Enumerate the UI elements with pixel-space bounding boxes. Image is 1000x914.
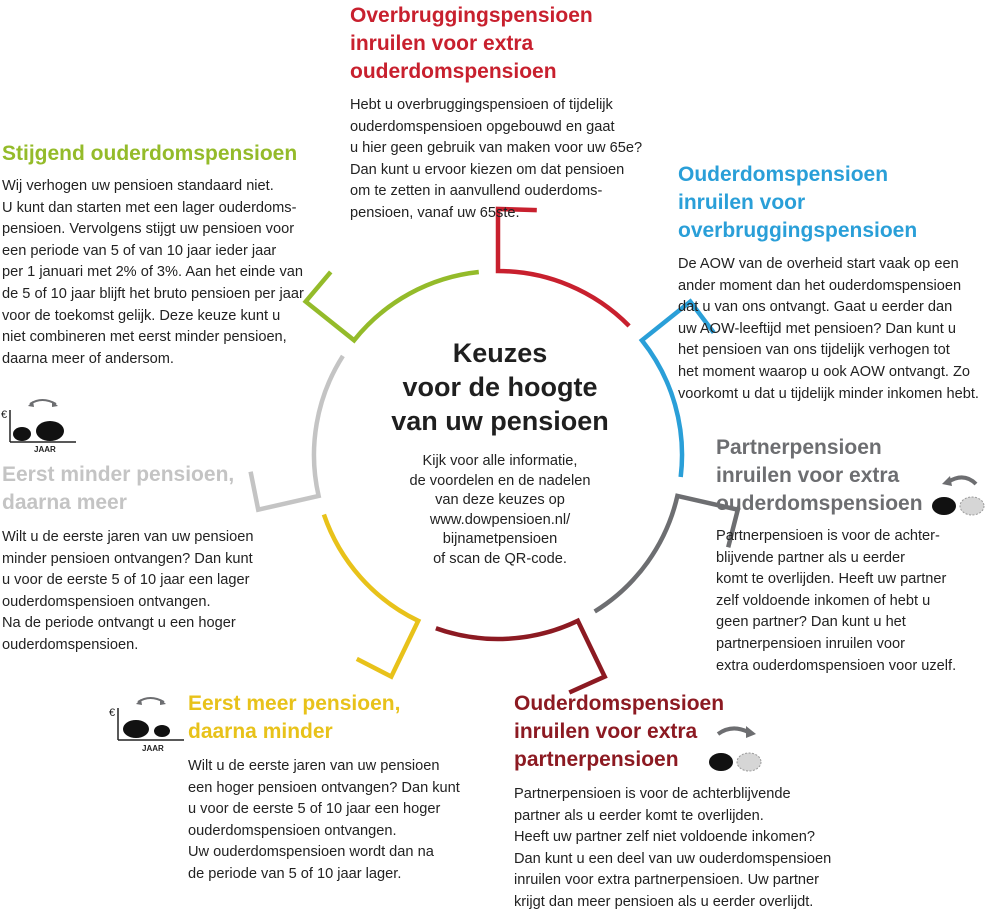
eerst-minder-title: Eerst minder pensioen, daarna meer (2, 463, 235, 514)
stijgend-title: Stijgend ouderdomspensioen (2, 142, 298, 165)
overbrugging-arc (498, 209, 629, 326)
own-to-partner-purse-icon (704, 722, 768, 776)
overbrugging-body: Hebt u overbruggingspensioen of tijdelijk ouderdomspensioen opgebouwd en gaat u hier geen gebruik van maken voor uw 65e? Dan kunt u ervoor kiezen om dat pensioen om te zetten in aanvullend ouderdoms- pensioen, vanaf uw 65ste. (350, 97, 643, 221)
partner-ouderdom-title: Partnerpensioen inruilen voor extra ouderdomspensioen (716, 436, 923, 515)
lower-then-higher-chart-icon (0, 392, 80, 454)
partner-ouderdom-body: Partnerpensioen is voor de achter- blijvende partner als u eerder komt te overlijden. Heeft uw partner zelf voldoende inkomen of hebt u geen partner? Dan kunt u het partnerpensioen inruilen voor extra ouderdomspensioen voor uzelf. (716, 528, 957, 674)
svg-text:€: € (109, 707, 116, 719)
section-overbrugging (350, 2, 670, 225)
ouderdom-partner-body: Partnerpensioen is voor de achterblijvende partner als u eerder komt te overlijden. Heeft uw partner zelf niet voldoende inkomen? Dan kunt u een deel van uw ouderdomspensioen inruilen voor extra partnerpensioen. Uw partner krijgt dan meer pensioen als u eerder overlijdt. (514, 786, 832, 910)
section-eerst-minder (2, 461, 322, 657)
ouderdom-overbrugging-title: Ouderdomspensioen inruilen voor overbruggingspensioen (678, 163, 918, 242)
svg-text:JAAR: JAAR (34, 445, 56, 454)
section-stijgend (2, 140, 332, 370)
center-title: Keuzes voor de hoogte van uw pensioen (391, 338, 609, 436)
section-ouderdom-partner (514, 690, 874, 914)
ouderdom-partner-title: Ouderdomspensioen inruilen voor extra partnerpensioen (514, 692, 725, 771)
stijgend-body: Wij verhogen uw pensioen standaard niet. U kunt dan starten met een lager ouderdoms- pensioen. Vervolgens stijgt uw pensioen voor een periode van 5 of van 10 jaar ieder jaar per 1 januari met 2% of 3%. Aan het einde van de 5 of 10 jaar blijft het bruto pensioen per jaar voor de toekomst gelijk. Deze keuze kunt u niet combineren met eerst minder pensioen, daarna meer of andersom. (2, 178, 304, 367)
center-panel (370, 336, 630, 570)
partner-to-own-purse-icon (928, 470, 992, 518)
svg-text:€: € (1, 409, 8, 421)
eerst-minder-body: Wilt u de eerste jaren van uw pensioen minder pensioen ontvangen? Dan kunt u voor de eerste 5 of 10 jaar een lager ouderdomspensioen ontvangen. Na de periode ontvangt u een hoger ouderdomspensioen. (2, 529, 254, 653)
overbrugging-title: Overbruggingspensioen inruilen voor extra ouderdomspensioen (350, 4, 593, 83)
ouderdom-overbrugging-body: De AOW van de overheid start vaak op een ander moment dan het ouderdomspensioen dat u van ons ontvangt. Gaat u eerder dan uw AOW-leeftijd met pensioen? Dan kunt u het pensioen van ons tijdelijk verhogen tot het moment waarop u ook AOW ontvangt. Zo voorkomt u dat u tijdelijk minder inkomen hebt. (678, 256, 979, 402)
higher-then-lower-chart-icon (108, 694, 188, 756)
section-eerst-meer (188, 690, 488, 886)
svg-text:JAAR: JAAR (142, 744, 164, 753)
eerst-meer-title: Eerst meer pensioen, daarna minder (188, 692, 401, 743)
ouderdom-partner-arc (436, 621, 605, 693)
section-ouderdom-overbrugging (678, 161, 998, 405)
center-info: Kijk voor alle informatie, de voordelen en de nadelen van deze keuzes op www.dowpensioen.nl/ bijnametpensioen of scan de QR-code. (409, 453, 591, 567)
eerst-meer-body: Wilt u de eerste jaren van uw pensioen een hoger pensioen ontvangen? Dan kunt u voor de eerste 5 of 10 jaar een hoger ouderdomspensioen ontvangen. Uw ouderdomspensioen wordt dan na de periode van 5 of 10 jaar lager. (188, 758, 460, 882)
